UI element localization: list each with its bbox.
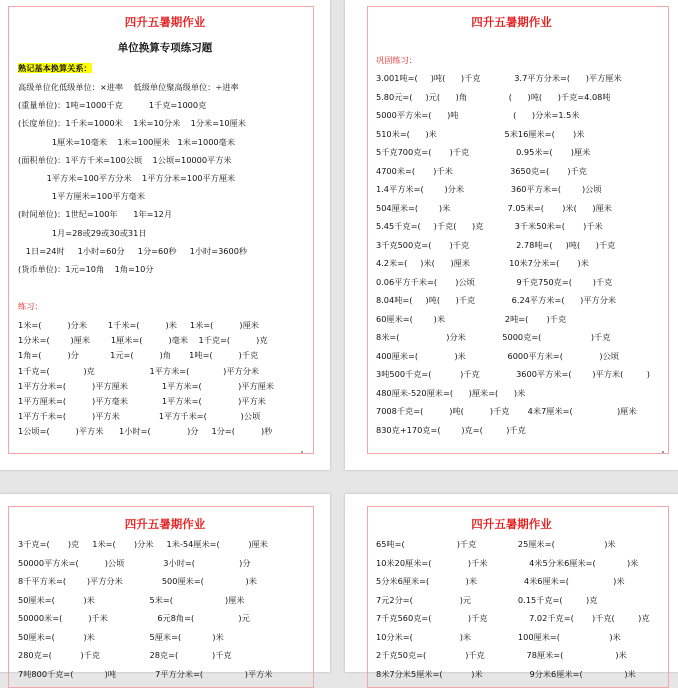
exercise-item: 65吨=( )千克 25厘米=( )米 bbox=[376, 539, 616, 549]
exercise-item: 60厘米=( )米 2吨=( )千克 bbox=[376, 313, 567, 324]
exercise-item: 7008千克=( )吨( )千克 4米7厘米=( )厘米 bbox=[376, 406, 637, 416]
page-marker bbox=[662, 451, 664, 453]
practice-item: 1平方千米=( )平方米 1平方千米=( )公顷 bbox=[18, 411, 261, 422]
page-2-title: 四升五暑期作业 bbox=[471, 15, 552, 29]
rule-line: (时间单位)：1世纪=100年 1年=12月 bbox=[18, 209, 173, 220]
exercise-item: 400厘米=( )米 6000平方米=( )公顷 bbox=[376, 350, 619, 361]
page-1 bbox=[0, 0, 330, 470]
exercise-item: 50000米=( )千米 6元8角=( )元 bbox=[18, 613, 250, 623]
exercise-item: 50厘米=( )米 5厘米=( )米 bbox=[18, 631, 224, 642]
exercise-item: 10分米=( )米 100厘米=( )米 bbox=[376, 631, 621, 642]
practice-item: 1千克=( )克 1平方米=( )平方分米 bbox=[18, 365, 260, 376]
exercise-item: 5000平方米=( )吨 ( )分米=1.5米 bbox=[376, 110, 580, 120]
exercise-subtitle: 单位换算专项练习题 bbox=[117, 42, 213, 54]
exercise-item: 3千克500克=( )千克 2.78吨=( )吨( )千克 bbox=[376, 239, 616, 250]
exercise-item: 7吨800千克=( )吨 7平方分米=( )平方米 bbox=[18, 668, 273, 679]
rule-line: 1平方米=100平方分米 1平方分米=100平方厘米 bbox=[18, 173, 236, 183]
exercise-item: 510米=( )米 5米16厘米=( )米 bbox=[376, 128, 585, 139]
rule-line: (面积单位)：1平方千米=100公顷 1公顷=10000平方米 bbox=[18, 154, 232, 165]
practice-item: 1角=( )分 1元=( )角 1吨=( )千克 bbox=[18, 350, 259, 361]
section-label: 巩固练习： bbox=[376, 55, 417, 65]
exercise-item: 50厘米=( )米 5米=( )厘米 bbox=[18, 594, 245, 605]
memo-label: 熟记基本换算关系： bbox=[18, 63, 92, 73]
page-4 bbox=[345, 494, 678, 679]
exercise-item: 3千克=( )克 1米=( )分米 1米-54厘米=( )厘米 bbox=[18, 539, 268, 549]
rule-line: (重量单位)：1吨=1000千克 1千克=1000克 bbox=[18, 100, 207, 111]
practice-item: 1平方厘米=( )平方毫米 1平方米=( )平方米 bbox=[18, 396, 266, 406]
page-3-title: 四升五暑期作业 bbox=[124, 517, 206, 531]
exercise-item: 280克=( )千克 28克=( )千克 bbox=[18, 650, 232, 660]
exercise-item: 8千平方米=( )平方分米 500厘米=( )米 bbox=[18, 576, 257, 586]
practice-item: 1平方分米=( )平方厘米 1平方米=( )平方厘米 bbox=[18, 380, 275, 391]
exercise-item: 504厘米=( )米 7.05米=( )米( )厘米 bbox=[376, 202, 612, 213]
rule-line: 1日=24时 1小时=60分 1分=60秒 1小时=3600秒 bbox=[18, 245, 248, 256]
practice-item: 1公顷=( )平方米 1小时=( )分 1分=( )秒 bbox=[18, 426, 273, 437]
exercise-item: 7元2分=( )元 0.15千克=( )克 bbox=[376, 594, 598, 605]
exercise-item: 4.2米=( )米( )厘米 10米7分米=( )米 bbox=[376, 258, 589, 268]
practice-item: 1米=( )分米 1千米=( )米 1米=( )厘米 bbox=[18, 320, 259, 330]
rule-line: 高级单位化低级单位：×进率 低级单位聚高级单位：÷进率 bbox=[18, 82, 239, 92]
exercise-item: 4700米=( )千米 3650克=( )千克 bbox=[376, 165, 587, 176]
page-marker bbox=[301, 451, 303, 453]
exercise-item: 1.4平方米=( )分米 360平方米=( )公顷 bbox=[376, 184, 602, 194]
practice-item: 1分米=( )厘米 1厘米=( )毫米 1千克=( )克 bbox=[18, 335, 268, 346]
exercise-item: 3.001吨=( )吨( )千克 3.7平方分米=( )平方厘米 bbox=[376, 73, 622, 83]
exercise-item: 7千克560克=( )千克 7.02千克=( )千克( )克 bbox=[376, 613, 650, 623]
exercise-item: 50000平方米=( )公顷 3小时=( )分 bbox=[18, 557, 251, 568]
page-4-title: 四升五暑期作业 bbox=[471, 517, 552, 531]
rule-line: 1月=28或29或30或31日 bbox=[18, 227, 147, 238]
exercise-item: 480厘米-520厘米=( )厘米=( )米 bbox=[376, 387, 526, 398]
exercise-item: 3吨500千克=( )千克 3600平方米=( )平方米( ) bbox=[376, 369, 650, 379]
exercise-item: 830克+170克=( )克=( )千克 bbox=[376, 424, 526, 435]
rule-line: 1厘米=10毫米 1米=100厘米 1米=1000毫米 bbox=[18, 136, 236, 147]
exercise-item: 5.45千克=( )千克( )克 3千米50米=( )千米 bbox=[376, 221, 603, 231]
exercise-item: 0.06平方千米=( )公顷 9千克750克=( )千克 bbox=[376, 276, 613, 287]
exercise-item: 8米=( )分米 5000克=( )千克 bbox=[376, 332, 611, 342]
exercise-item: 10米20厘米=( )千米 4米5分米6厘米=( )米 bbox=[376, 557, 639, 568]
rule-line: (货币单位)：1元=10角 1角=10分 bbox=[18, 264, 154, 274]
rule-line: (长度单位)：1千米=1000米 1米=10分米 1分米=10厘米 bbox=[18, 118, 246, 129]
exercise-item: 5分米6厘米=( )米 4米6厘米=( )米 bbox=[376, 576, 625, 586]
exercise-item: 5千克700克=( )千克 0.95米=( )厘米 bbox=[376, 147, 591, 157]
exercise-item: 2千克50克=( )千克 78厘米=( )米 bbox=[376, 650, 627, 660]
page-1-title: 四升五暑期作业 bbox=[124, 15, 206, 29]
exercise-item: 8米7分米5厘米=( )米 9分米6厘米=( )米 bbox=[376, 668, 636, 679]
page-2 bbox=[345, 0, 678, 470]
rule-line: 1平方厘米=100平方毫米 bbox=[18, 191, 146, 202]
exercise-item: 8.04吨=( )吨( )千克 6.24平方米=( )平方分米 bbox=[376, 295, 617, 305]
practice-label: 练习： bbox=[18, 301, 43, 311]
page-3 bbox=[0, 494, 330, 679]
exercise-item: 5.80元=( )元( )角 ( )吨( )千克=4.08吨 bbox=[376, 91, 611, 102]
